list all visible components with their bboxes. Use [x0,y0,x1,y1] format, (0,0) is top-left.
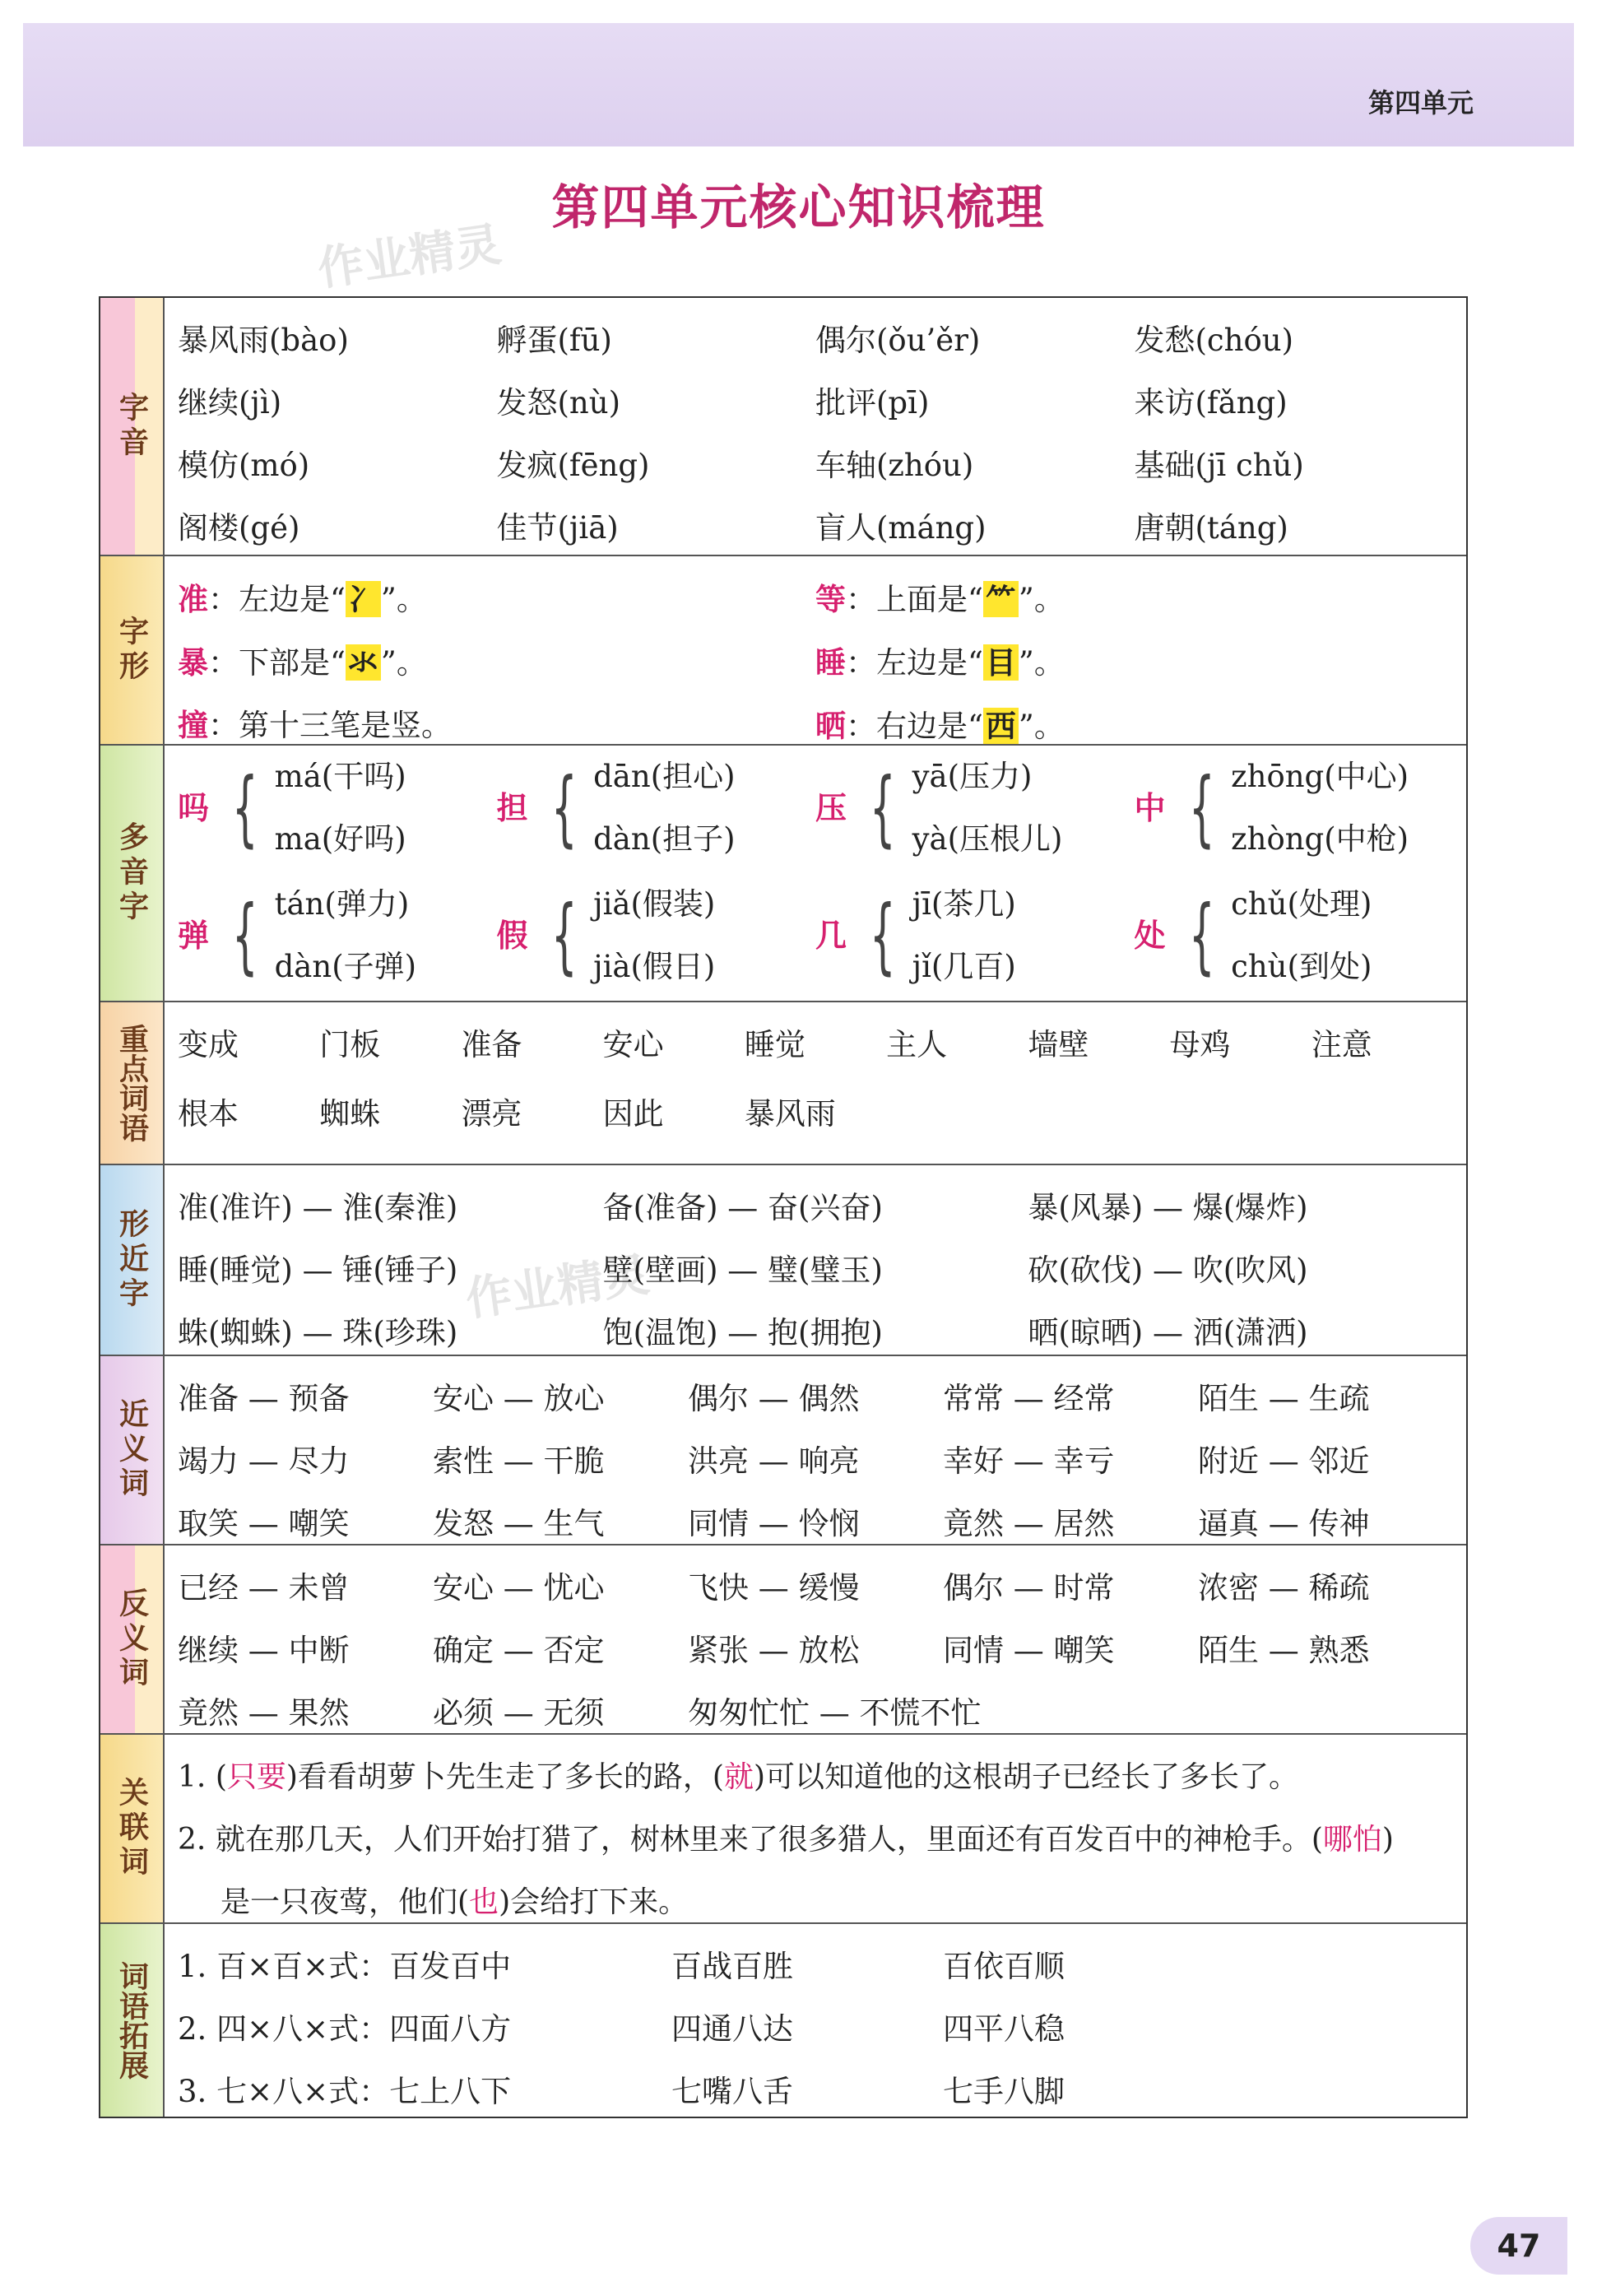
keyword: 只要 [226,1760,286,1794]
polyphone-readings [1231,873,1372,998]
glyph-char: 暴 [178,645,208,681]
keyword-item: 漂亮 [461,1096,522,1132]
brace-icon: { [550,760,578,856]
conjunction-line [178,1809,1453,1871]
expansion-example: 四平八稳 [943,2011,1065,2047]
expansion-example: 四通八达 [671,2011,793,2047]
reading: dān(担心) [593,759,736,794]
antonym-item: 确定 — 否定 [433,1633,605,1668]
polyphone-readings [593,873,715,998]
similar-item: 晒(晾晒) — 洒(潇洒) [1028,1315,1308,1350]
synonym-item: 陌生 — 生疏 [1198,1381,1370,1416]
polyphone-item [497,873,816,998]
keyword-item: 变成 [178,1027,239,1062]
polyphone-item [178,746,497,871]
reading: yā(压力) [912,759,1033,794]
polyphone-item [497,746,816,871]
reading: yà(压根儿) [912,821,1063,857]
synonym-item: 偶尔 — 偶然 [688,1381,860,1416]
glyph-text: ：上面是“ [846,582,983,617]
pronunciation-item: 唐朝(táng) [1134,510,1288,546]
reading: dàn(担子) [593,821,736,857]
polyphone-char: 处 [1134,918,1166,954]
keyword-item: 睡觉 [744,1027,805,1062]
expansion-content [165,1924,1466,2117]
glyph-item [815,568,1453,631]
pronunciation-item: 模仿(mó) [178,448,310,483]
knowledge-table [99,296,1468,2118]
glyph-text: ”。 [1018,582,1065,617]
section-label: 形近字 [100,1165,165,1355]
keyword-item: 安心 [602,1027,664,1062]
section-label: 词语拓展 [100,1924,165,2117]
polyphone-char: 吗 [178,790,210,826]
pronunciation-item: 偶尔(ǒu’ěr) [815,323,981,358]
section-label: 字音 [100,298,165,555]
synonym-item: 常常 — 经常 [943,1381,1115,1416]
glyph-text: ：左边是“ [208,582,346,617]
header-band [23,23,1574,146]
pronunciation-item: 继续(jì) [178,385,282,421]
synonym-item: 安心 — 放心 [433,1381,605,1416]
section-similar [100,1165,1466,1356]
glyph-char: 撞 [178,708,208,743]
reading: má(干吗) [274,759,406,794]
glyph-text: ”。 [380,582,427,617]
pronunciation-grid [165,298,1466,555]
section-keywords [100,1002,1466,1165]
synonym-item: 同情 — 怜悯 [688,1506,860,1541]
polyphone-item [815,873,1135,998]
polyphone-readings [275,873,416,998]
expansion-pattern: 2. 四×八×式：四面八方 [178,2011,512,2047]
polyphone-readings [1231,746,1409,871]
glyph-item [815,631,1453,695]
synonym-item: 索性 — 干脆 [433,1443,605,1479]
section-conjunctions [100,1735,1466,1924]
keyword-item: 准备 [461,1027,522,1062]
similar-item: 暴(风暴) — 爆(爆炸) [1028,1190,1308,1225]
synonym-item: 幸好 — 幸亏 [943,1443,1115,1479]
section-polyphone [100,746,1466,1002]
antonym-item: 飞快 — 缓慢 [688,1570,860,1606]
glyph-item [178,568,815,631]
section-antonyms [100,1545,1466,1735]
keyword-item: 墙壁 [1028,1027,1089,1062]
reading: ma(好吗) [274,821,406,857]
glyph-text: ：下部是“ [208,645,346,681]
brace-icon: { [869,760,896,856]
synonym-item: 附近 — 邻近 [1198,1443,1370,1479]
expansion-row [178,2061,1453,2123]
brace-icon: { [231,760,258,856]
pronunciation-item: 佳节(jiā) [496,510,619,546]
antonym-item: 同情 — 嘲笑 [943,1633,1115,1668]
pronunciation-item: 批评(pī) [815,385,930,421]
text: )会给打下来。 [499,1885,689,1919]
text: 是一只夜莺，他们( [221,1885,470,1919]
polyphone-char: 假 [496,918,528,954]
polyphone-item [1135,873,1454,998]
synonyms-grid [165,1356,1466,1544]
keyword-item: 根本 [178,1096,239,1132]
keyword-item: 母鸡 [1169,1027,1231,1062]
glyph-char: 准 [178,582,208,617]
expansion-row [178,1998,1453,2061]
section-pronunciation [100,298,1466,556]
expansion-example: 七手八脚 [943,2074,1065,2109]
brace-icon: { [1188,760,1215,856]
polyphone-char: 几 [815,918,847,954]
glyph-highlight: 氺 [346,644,381,681]
glyph-text: ：第十三笔是竖。 [208,708,452,743]
section-label: 多音字 [100,746,165,1001]
synonym-item: 取笑 — 嘲笑 [178,1506,350,1541]
expansion-pattern: 1. 百×百×式：百发百中 [178,1949,512,1984]
reading: chǔ(处理) [1231,886,1372,922]
polyphone-grid [165,746,1466,1001]
polyphone-item [1135,746,1454,871]
glyph-char: 睡 [815,645,846,681]
reading: chù(到处) [1231,949,1372,984]
section-label: 近义词 [100,1356,165,1544]
watermark: 作业精灵 [314,217,505,297]
section-label: 反义词 [100,1545,165,1733]
antonym-item: 必须 — 无须 [433,1695,605,1731]
keyword: 也 [469,1885,499,1919]
text: )看看胡萝卜先生走了多长的路，( [286,1760,724,1794]
reading: jiǎ(假装) [593,886,716,922]
polyphone-readings [912,746,1063,871]
glyph-highlight: 西 [983,708,1019,744]
similar-grid [165,1165,1466,1355]
section-label: 关联词 [100,1735,165,1922]
glyph-char: 等 [815,582,846,617]
text: ) [1381,1823,1394,1857]
unit-label: 第四单元 [1367,87,1474,119]
polyphone-char: 压 [815,790,847,826]
synonym-item: 洪亮 — 响亮 [688,1443,860,1479]
brace-icon: { [550,887,578,983]
glyph-text: ”。 [1018,709,1065,744]
antonym-item: 紧张 — 放松 [688,1633,860,1668]
antonym-item: 安心 — 忧心 [433,1570,605,1606]
conjunctions-content [165,1735,1466,1922]
keyword-item: 门板 [319,1027,381,1062]
section-expansion [100,1924,1466,2117]
similar-item: 饱(温饱) — 抱(拥抱) [602,1315,883,1350]
line-number: 1. [178,1760,207,1794]
pronunciation-item: 来访(fǎng) [1134,385,1288,421]
section-label: 重点词语 [100,1002,165,1164]
keywords-grid [165,1002,1466,1164]
synonym-item: 竭力 — 尽力 [178,1443,350,1479]
similar-item: 砍(砍伐) — 吹(吹风) [1028,1253,1308,1288]
synonym-item: 逼真 — 传神 [1198,1506,1370,1541]
antonym-item: 匆匆忙忙 — 不慌不忙 [688,1695,982,1731]
pronunciation-item: 阁楼(gé) [178,510,300,546]
keyword: 就 [723,1760,754,1794]
pronunciation-item: 基础(jī chǔ) [1134,448,1304,483]
glyph-text: ：右边是“ [846,709,983,744]
polyphone-item [178,873,497,998]
section-synonyms [100,1356,1466,1545]
keyword: 哪怕 [1322,1823,1382,1857]
polyphone-char: 中 [1134,790,1166,826]
synonym-item: 竟然 — 居然 [943,1506,1115,1541]
antonym-item: 浓密 — 稀疏 [1198,1570,1370,1606]
polyphone-readings [275,746,406,871]
keyword-item: 注意 [1311,1027,1372,1062]
polyphone-readings [912,873,1016,998]
brace-icon: { [869,887,896,983]
keyword-item: 主人 [886,1027,948,1062]
expansion-row [178,1936,1453,1998]
polyphone-char: 弹 [178,918,210,954]
expansion-example: 七嘴八舌 [671,2074,793,2109]
glyph-item [178,631,815,695]
pronunciation-item: 发怒(nù) [496,385,621,421]
synonym-item: 发怒 — 生气 [433,1506,605,1541]
reading: jià(假日) [593,949,716,984]
page-title: 第四单元核心知识梳理 [551,179,1046,235]
brace-icon: { [1188,887,1215,983]
antonyms-grid [165,1545,1466,1733]
glyph-text: ”。 [380,645,427,681]
glyph-text: ：左边是“ [846,645,983,681]
glyph-char: 晒 [815,709,846,744]
keyword-item: 因此 [602,1096,664,1132]
similar-item: 准(准许) — 淮(秦淮) [178,1190,458,1225]
expansion-example: 百依百顺 [943,1949,1065,1984]
reading: jǐ(几百) [912,949,1016,984]
pronunciation-item: 发疯(fēng) [496,448,650,483]
reading: jī(茶几) [912,886,1016,922]
page-number: 47 [1470,2217,1567,2275]
similar-item: 备(准备) — 奋(兴奋) [602,1190,883,1225]
glyph-highlight: 冫 [346,581,381,617]
pronunciation-item: 发愁(chóu) [1134,323,1294,358]
similar-item: 睡(睡觉) — 锤(锤子) [178,1253,458,1288]
keyword-item: 蜘蛛 [319,1096,381,1132]
glyph-highlight: 目 [983,644,1019,681]
reading: tán(弹力) [274,886,410,922]
similar-item: 蛛(蜘蛛) — 珠(珍珠) [178,1315,458,1350]
keyword-item: 暴风雨 [744,1096,836,1132]
antonym-item: 偶尔 — 时常 [943,1570,1115,1606]
section-label: 字形 [100,556,165,744]
similar-item: 壁(壁画) — 璧(璧玉) [602,1253,883,1288]
pronunciation-item: 暴风雨(bào) [178,323,349,358]
polyphone-item [815,746,1135,871]
glyph-text: ”。 [1018,645,1065,681]
pronunciation-item: 盲人(máng) [815,510,987,546]
glyph-highlight: ⺮ [983,581,1019,617]
reading: dàn(子弹) [274,949,417,984]
antonym-item: 已经 — 未曾 [178,1570,350,1606]
section-glyph [100,556,1466,746]
glyph-grid [165,556,1466,744]
expansion-example: 百战百胜 [671,1949,793,1984]
reading: zhòng(中枪) [1231,821,1409,857]
antonym-item: 继续 — 中断 [178,1633,350,1668]
pronunciation-item: 孵蛋(fū) [496,323,612,358]
expansion-pattern: 3. 七×八×式：七上八下 [178,2074,512,2109]
pronunciation-item: 车轴(zhóu) [815,448,974,483]
text: 就在那几天，人们开始打猎了，树林里来了很多猎人，里面还有百发百中的神枪手。( [215,1823,1323,1857]
synonym-item: 准备 — 预备 [178,1381,350,1416]
antonym-item: 陌生 — 熟悉 [1198,1633,1370,1668]
polyphone-readings [593,746,735,871]
text: ( [215,1760,227,1794]
line-number: 2. [178,1823,207,1857]
antonym-item: 竟然 — 果然 [178,1695,350,1731]
conjunction-line [178,1746,1453,1809]
watermark: 作业精灵 [462,1248,653,1327]
text: )可以知道他的这根胡子已经长了多长了。 [753,1760,1299,1794]
polyphone-char: 担 [496,790,528,826]
brace-icon: { [231,887,258,983]
reading: zhōng(中心) [1231,759,1409,794]
